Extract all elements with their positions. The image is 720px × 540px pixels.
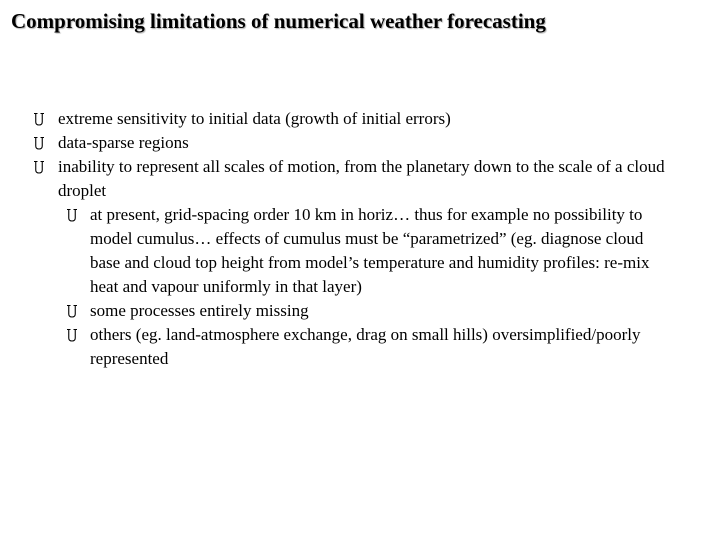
bullet-text: data-sparse regions	[58, 133, 189, 152]
bullet-list	[0, 107, 720, 371]
bullet-item-scales-of-motion	[0, 155, 698, 203]
slide-title: Compromising limitations of numerical weather forecasting	[11, 9, 546, 33]
bullet-text: extreme sensitivity to initial data (growth of initial errors)	[58, 109, 451, 128]
sub-bullet-text: some processes entirely missing	[90, 301, 309, 320]
sub-bullet-text: at present, grid-spacing order 10 km in horiz… thus for example no possibility to model cumulus… effects of cumulus must be “parametrized” (eg. diagnose cloud base and cloud top height from model’s temperature and humidity profiles: re-mix heat and vapour uniformly in that layer)	[90, 205, 650, 296]
u-shaped-bullet-icon	[33, 107, 49, 131]
bullet-text: inability to represent all scales of motion, from the planetary down to the scale of a cloud droplet	[58, 157, 665, 200]
sub-bullet-item-grid-spacing	[0, 203, 650, 299]
sub-bullet-text: others (eg. land-atmosphere exchange, drag on small hills) oversimplified/poorly represented	[90, 325, 641, 368]
u-shaped-bullet-icon	[33, 131, 49, 155]
sub-bullet-item-oversimplified	[0, 323, 650, 371]
u-shaped-bullet-icon	[66, 203, 82, 227]
bullet-item-initial-data	[0, 107, 698, 131]
sub-bullet-item-missing-processes	[0, 299, 650, 323]
u-shaped-bullet-icon	[33, 155, 49, 179]
bullet-item-data-sparse	[0, 131, 698, 155]
u-shaped-bullet-icon	[66, 323, 82, 347]
u-shaped-bullet-icon	[66, 299, 82, 323]
